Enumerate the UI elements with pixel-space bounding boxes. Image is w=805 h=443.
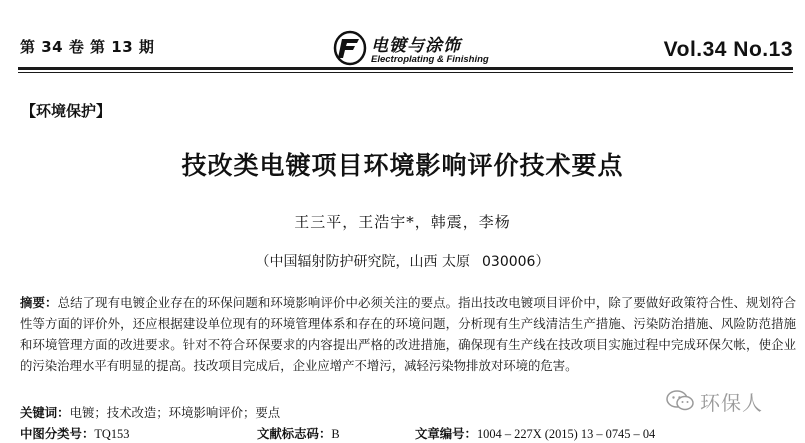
abstract-text: 总结了现有电镀企业存在的环保问题和环境影响评价中必须关注的要点。指出技改电镀项目评价中，除了要做好政策符合性、规划符合性等方面的评价外，还应根据建设单位现有的环境管理体系和存在的环境问题，分析现有生产线清洁生产措施、污染防治措施、风险防范措施和环境管理方面的改进要求。针对不符合环保要求的内容提出严格的改进措施，确保现有生产线在技改项目实施过程中完成环保欠帐，使企业的污染治理水平有明显的提高。技改项目完成后，企业应增产不增污，减轻污染物排放对环境的危害。 xyxy=(20,295,797,373)
article-label: 文章编号： xyxy=(415,426,477,441)
journal-logo-icon xyxy=(333,30,367,66)
clc-number xyxy=(20,424,129,442)
abstract xyxy=(20,292,796,376)
journal-name-en: Electroplating & Finishing xyxy=(371,54,489,65)
clc-label: 中图分类号： xyxy=(20,426,95,441)
keywords-text: 电镀；技术改造；环境影响评价；要点 xyxy=(69,405,281,420)
article-title: 技改类电镀项目环境影响评价技术要点 xyxy=(181,151,624,180)
issue-cn: 第 34 卷 第 13 期 xyxy=(20,38,155,56)
wechat-icon xyxy=(666,390,694,412)
article-value: 1004 – 227X (2015) 13 – 0745 – 04 xyxy=(476,427,656,441)
watermark xyxy=(666,386,763,416)
doc-label: 文献标志码： xyxy=(257,426,332,441)
affiliation xyxy=(0,251,805,271)
header-rule-thick xyxy=(18,67,793,70)
document-code xyxy=(257,424,340,442)
abstract-label: 摘要： xyxy=(20,295,58,310)
keywords-label: 关键词： xyxy=(20,405,70,420)
keywords xyxy=(20,403,280,421)
doc-value: B xyxy=(331,427,340,441)
clc-value: TQ153 xyxy=(94,427,130,441)
article-number xyxy=(415,424,655,442)
journal-name-cn: 电镀与涂饰 xyxy=(371,36,461,56)
authors: 王三平，王浩宇*，韩震，李杨 xyxy=(294,213,511,231)
watermark-text: 环保人 xyxy=(700,390,763,415)
affiliation-text: （中国辐射防护研究院，山西 太原 xyxy=(255,254,470,270)
affiliation-zip: 030006） xyxy=(482,254,550,270)
journal-logo xyxy=(333,30,489,70)
header-rule-thin xyxy=(18,72,793,73)
section-label: 【环境保护】 xyxy=(21,102,112,120)
issue-en: Vol.34 No.13 xyxy=(663,38,793,61)
